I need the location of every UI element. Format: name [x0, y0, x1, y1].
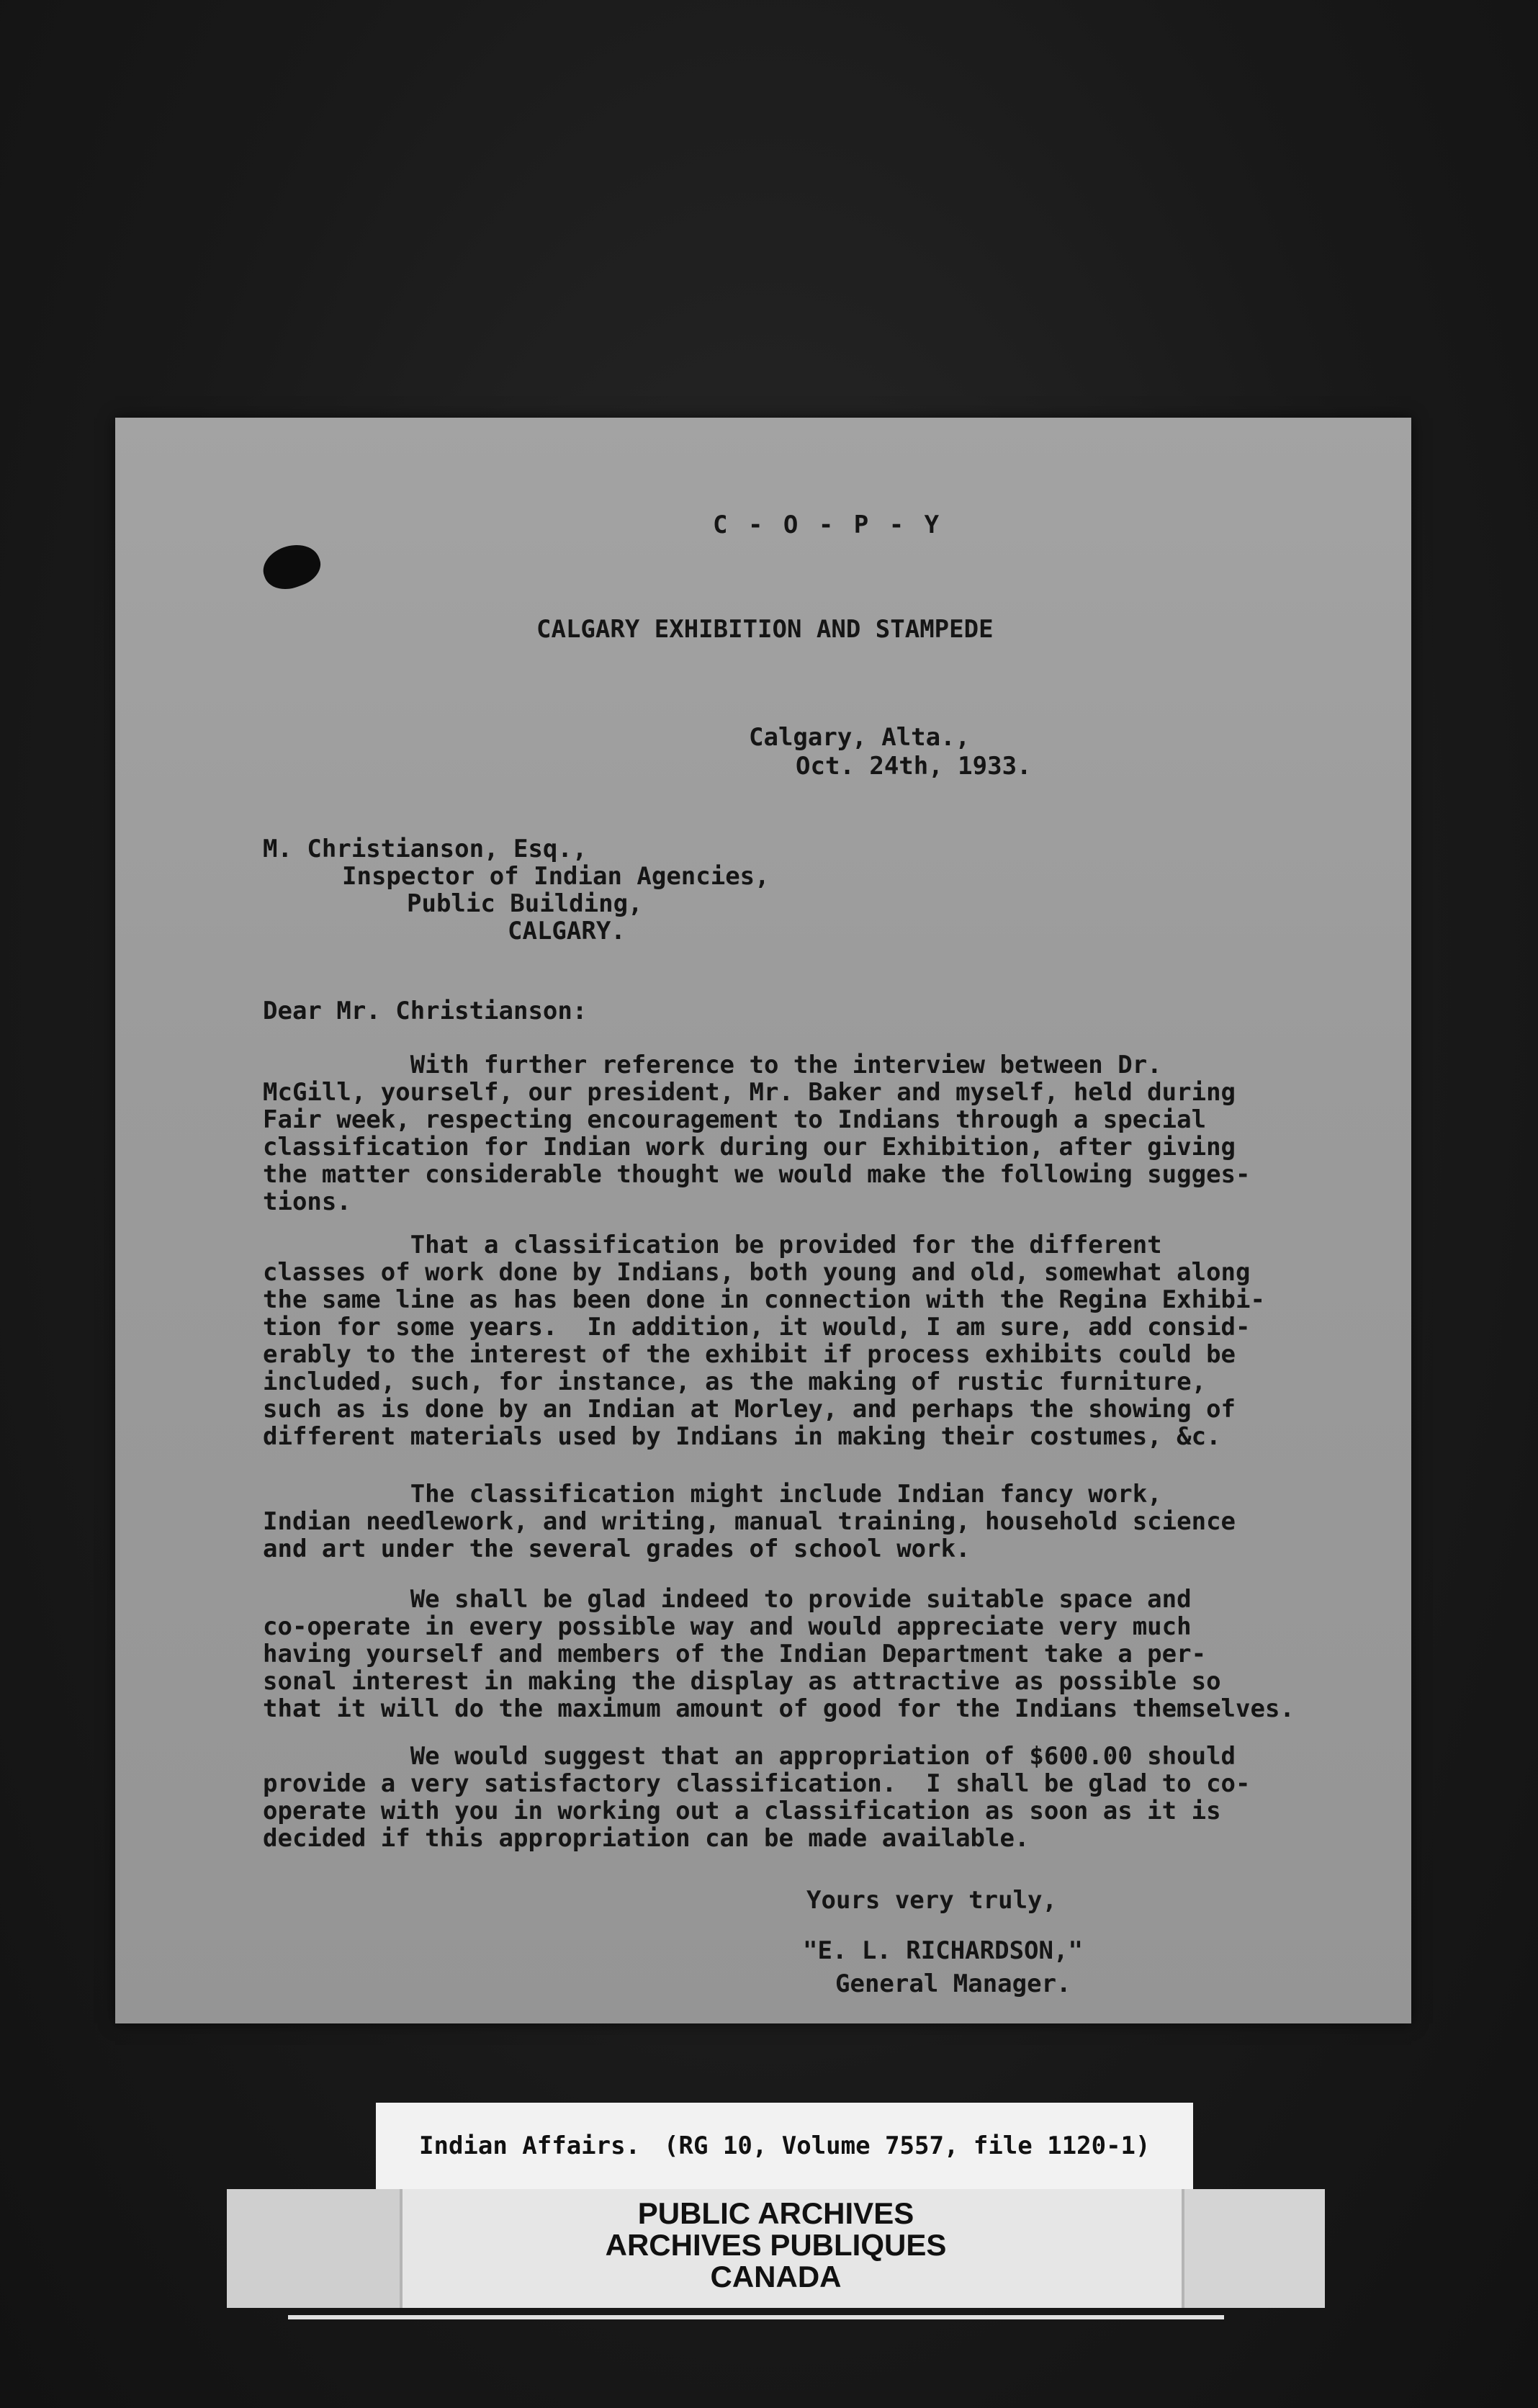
paragraph-1: With further reference to the interview between Dr. McGill, yourself, our president, Mr. Baker and myself, held during Fair week, respecting encouragement to Indians through a special classification for Indian work during our Exhibition, after giving the matter considerable thought we would make the following sugges- tions.	[263, 1051, 1251, 1216]
archives-stamp	[227, 2189, 1325, 2308]
archives-line-1: PUBLIC ARCHIVES	[637, 2196, 914, 2230]
letter-date: Oct. 24th, 1933.	[796, 752, 1032, 781]
paragraph-5: We would suggest that an appropriation of $600.00 should provide a very satisfactory classification. I shall be glad to co- operate with you in working out a classification as soon as it is decided if this appropriation can be made available.	[263, 1742, 1251, 1853]
copy-mark: C - O - P - Y	[713, 511, 943, 539]
salutation: Dear Mr. Christianson:	[263, 997, 588, 1025]
letter-place: Calgary, Alta.,	[749, 723, 971, 752]
caption-strip	[376, 2103, 1193, 2189]
closing: Yours very truly,	[806, 1886, 1057, 1915]
recipient-city: CALGARY.	[508, 917, 626, 945]
paragraph-4: We shall be glad indeed to provide suitable space and co-operate in every possible way and would appreciate very much having yourself and members of the Indian Department take a per- sonal interest in making the display as attractive as possible so that it will do the maximum amount of good for the Indians themselves.	[263, 1585, 1295, 1723]
paragraph-3: The classification might include Indian fancy work, Indian needlework, and writing, manual training, household science and art under the several grades of school work.	[263, 1480, 1236, 1563]
caption-collection: Indian Affairs.	[419, 2131, 641, 2160]
letter-page	[115, 418, 1411, 2023]
recipient-name: M. Christianson, Esq.,	[263, 835, 588, 863]
archives-line-3: CANADA	[710, 2260, 842, 2294]
archives-text	[227, 2198, 1325, 2293]
paragraph-2: That a classification be provided for the different classes of work done by Indians, both young and old, somewhat along the same line as has been done in connection with the Regina Exhibi- tion for some years. In addition, it would, I am sure, add consid- erably to the interest of the exhibit if process exhibits could be included, such, for instance, as the making of rustic furniture, such as is done by an Indian at Morley, and perhaps the showing of different materials used by Indians in making their costumes, &c.	[263, 1231, 1265, 1451]
bottom-rule	[288, 2315, 1224, 2319]
signer-title: General Manager.	[835, 1969, 1071, 1998]
signature: "E. L. RICHARDSON,"	[803, 1936, 1083, 1965]
caption-reference: (RG 10, Volume 7557, file 1120-1)	[664, 2131, 1151, 2160]
recipient-building: Public Building,	[407, 889, 643, 918]
letterhead: CALGARY EXHIBITION AND STAMPEDE	[536, 615, 994, 644]
archives-line-2: ARCHIVES PUBLIQUES	[605, 2228, 947, 2262]
punch-hole	[257, 537, 325, 596]
recipient-title: Inspector of Indian Agencies,	[342, 862, 770, 891]
